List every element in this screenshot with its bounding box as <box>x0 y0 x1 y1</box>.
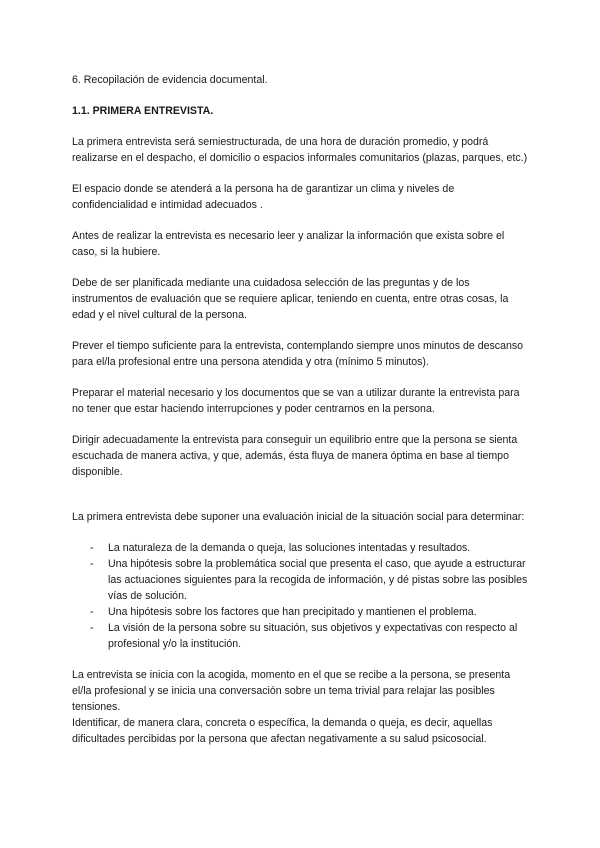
paragraph-1: La primera entrevista será semiestructurada, de una hora de duración promedio, y podrá realizarse en el despacho, el domicilio o espacios informales comunitarios (plazas, parques, etc.) <box>72 136 528 164</box>
bullet-list <box>72 540 528 652</box>
bullet-marker: - <box>90 622 94 634</box>
paragraph-5: Prever el tiempo suficiente para la entrevista, contemplando siempre unos minutos de descanso para el/la profesional entre una persona atendida y otra (mínimo 5 minutos). <box>72 340 524 368</box>
bullet-marker: - <box>90 606 94 618</box>
spacer <box>72 495 528 509</box>
list-item-text: Una hipótesis sobre los factores que han precipitado y mantienen el problema. <box>108 606 477 618</box>
paragraph-2: El espacio donde se atenderá a la persona ha de garantizar un clima y niveles de confidencialidad e intimidad adecuados . <box>72 183 455 211</box>
list-item-text: Una hipótesis sobre la problemática social que presenta el caso, que ayude a estructurar las actuaciones siguientes para la recogida de información, y dé pistas sobre las posibles vías de solución. <box>108 558 528 602</box>
list-item-text: La visión de la persona sobre su situación, sus objetivos y expectativas con respecto al profesional y/o la institución. <box>108 622 518 650</box>
list-item <box>72 620 528 652</box>
list-item <box>72 604 528 620</box>
list-item <box>72 556 528 604</box>
heading-primera-entrevista: 1.1. PRIMERA ENTREVISTA. <box>72 105 214 117</box>
bullet-marker: - <box>90 558 94 570</box>
paragraph-4: Debe de ser planificada mediante una cuidadosa selección de las preguntas y de los instrumentos de evaluación que se requiere aplicar, teniendo en cuenta, entre otras cosas, la edad y el nivel cultural de la persona. <box>72 277 509 321</box>
list-intro: La primera entrevista debe suponer una evaluación inicial de la situación social para determinar: <box>72 511 525 523</box>
section-title: 6. Recopilación de evidencia documental. <box>72 74 268 86</box>
paragraph-6: Preparar el material necesario y los documentos que se van a utilizar durante la entrevista para no tener que estar haciendo interrupciones y poder centrarnos en la persona. <box>72 387 520 415</box>
paragraph-3: Antes de realizar la entrevista es necesario leer y analizar la información que exista sobre el caso, si la hubiere. <box>72 230 505 258</box>
closing-paragraph-1: La entrevista se inicia con la acogida, momento en el que se recibe a la persona, se presenta el/la profesional y se inicia una conversación sobre un tema trivial para relajar las posibles tensiones. <box>72 669 511 713</box>
bullet-marker: - <box>90 542 94 554</box>
paragraph-7: Dirigir adecuadamente la entrevista para conseguir un equilibrio entre que la persona se sienta escuchada de manera activa, y que, además, ésta fluya de manera óptima en base al tiempo disponible. <box>72 434 518 478</box>
closing-paragraph-2: Identificar, de manera clara, concreta o específica, la demanda o queja, es decir, aquellas dificultades percibidas por la persona que afectan negativamente a su salud psicosocial. <box>72 717 493 745</box>
list-item-text: La naturaleza de la demanda o queja, las soluciones intentadas y resultados. <box>108 542 471 554</box>
list-item <box>72 540 528 556</box>
